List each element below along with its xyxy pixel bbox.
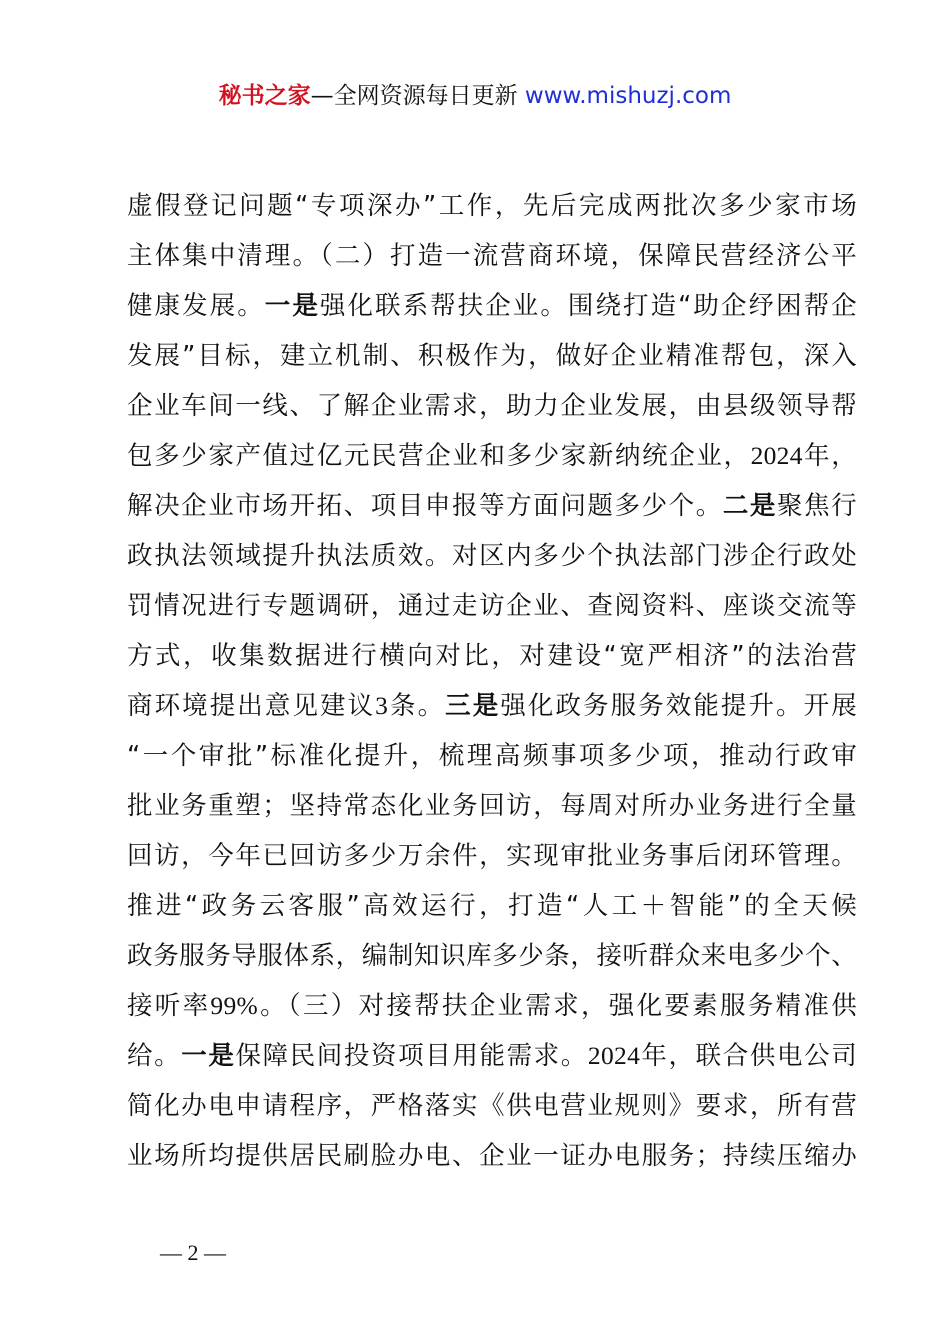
text-segment: 发展”目标，建立机制、积极作为，做好企业精准帮包，深入 — [127, 341, 857, 371]
text-line — [127, 231, 857, 281]
text-segment: 包多少家产值过亿元民营企业和多少家新纳统企业， — [127, 441, 751, 471]
text-segment: 企业车间一线、了解企业需求，助力企业发展，由县级领导帮 — [127, 391, 857, 421]
text-line — [127, 881, 857, 931]
text-segment: 政务服务导服体系，编制知识库多少条，接听群众来电多少个、 — [127, 941, 857, 971]
text-line — [127, 931, 857, 981]
text-segment: 业场所均提供居民刷脸办电、企业一证办电服务；持续压缩办 — [127, 1141, 857, 1171]
text-segment: 强化政务服务效能提升。开展 — [500, 691, 857, 721]
text-segment: 。（三）对接帮扶企业需求，强化要素服务精准供 — [258, 991, 857, 1021]
number-text: 2024 — [587, 1041, 641, 1070]
text-line — [127, 281, 857, 331]
text-segment: 罚情况进行专题调研，通过走访企业、查阅资料、座谈交流等 — [127, 591, 857, 621]
text-segment: 年，联合供电公司 — [640, 1041, 858, 1071]
text-segment: 批业务重塑；坚持常态化业务回访，每周对所办业务进行全量 — [127, 791, 857, 821]
text-line — [127, 1031, 857, 1081]
text-line — [127, 981, 857, 1031]
text-line — [127, 531, 857, 581]
text-segment: 接听率 — [127, 991, 211, 1021]
document-body — [127, 181, 857, 1181]
text-segment: 年， — [802, 441, 857, 471]
page-number: — 2 — — [160, 1240, 226, 1265]
text-segment: 解决企业市场开拓、项目申报等方面问题多少个。 — [127, 491, 723, 521]
text-line — [127, 331, 857, 381]
text-line — [127, 581, 857, 631]
text-line — [127, 681, 857, 731]
text-line — [127, 781, 857, 831]
text-segment: 商环境提出意见建议 — [127, 691, 376, 721]
text-line — [127, 1131, 857, 1181]
number-text: 3 — [375, 691, 389, 720]
bold-lead-phrase: 一是 — [264, 291, 320, 321]
text-segment: 强化联系帮扶企业。围绕打造“助企纾困帮企 — [319, 291, 857, 321]
text-segment: 健康发展。 — [127, 291, 265, 321]
text-line — [127, 1081, 857, 1131]
bold-lead-phrase: 三是 — [445, 691, 501, 721]
bold-lead-phrase: 一是 — [181, 1041, 236, 1071]
text-line — [127, 431, 857, 481]
text-segment: 聚焦行 — [777, 491, 857, 521]
text-segment: 条。 — [388, 691, 446, 721]
text-segment: 保障民间投资项目用能需求。 — [235, 1041, 588, 1071]
text-segment: 回访，今年已回访多少万余件，实现审批业务事后闭环管理。 — [127, 841, 857, 871]
text-segment: 虚假登记问题“专项深办”工作，先后完成两批次多少家市场 — [127, 191, 857, 221]
site-header — [0, 80, 950, 112]
text-segment: 简化办电申请程序，严格落实《供电营业规则》要求，所有营 — [127, 1091, 857, 1121]
number-text: 2024 — [750, 441, 803, 470]
text-line — [127, 731, 857, 781]
text-line — [127, 631, 857, 681]
text-segment: 方式，收集数据进行横向对比，对建设“宽严相济”的法治营 — [127, 641, 857, 671]
text-line — [127, 181, 857, 231]
text-segment: “一个审批”标准化提升，梳理高频事项多少项，推动行政审 — [127, 741, 857, 771]
number-text: 99% — [210, 991, 259, 1020]
text-line — [127, 381, 857, 431]
bold-lead-phrase: 二是 — [722, 491, 778, 521]
text-line — [127, 831, 857, 881]
text-segment: 主体集中清理。（二）打造一流营商环境，保障民营经济公平 — [127, 241, 857, 271]
text-line — [127, 481, 857, 531]
brand-name: 秘书之家 — [218, 83, 311, 109]
text-segment: 给。 — [127, 1041, 182, 1071]
header-tagline: —全网资源每日更新 — [310, 83, 518, 109]
text-segment: 推进“政务云客服”高效运行，打造“人工＋智能”的全天候 — [127, 891, 857, 921]
site-url-link[interactable]: www.mishuzj.com — [524, 83, 732, 109]
text-segment: 政执法领域提升执法质效。对区内多少个执法部门涉企行政处 — [127, 541, 857, 571]
